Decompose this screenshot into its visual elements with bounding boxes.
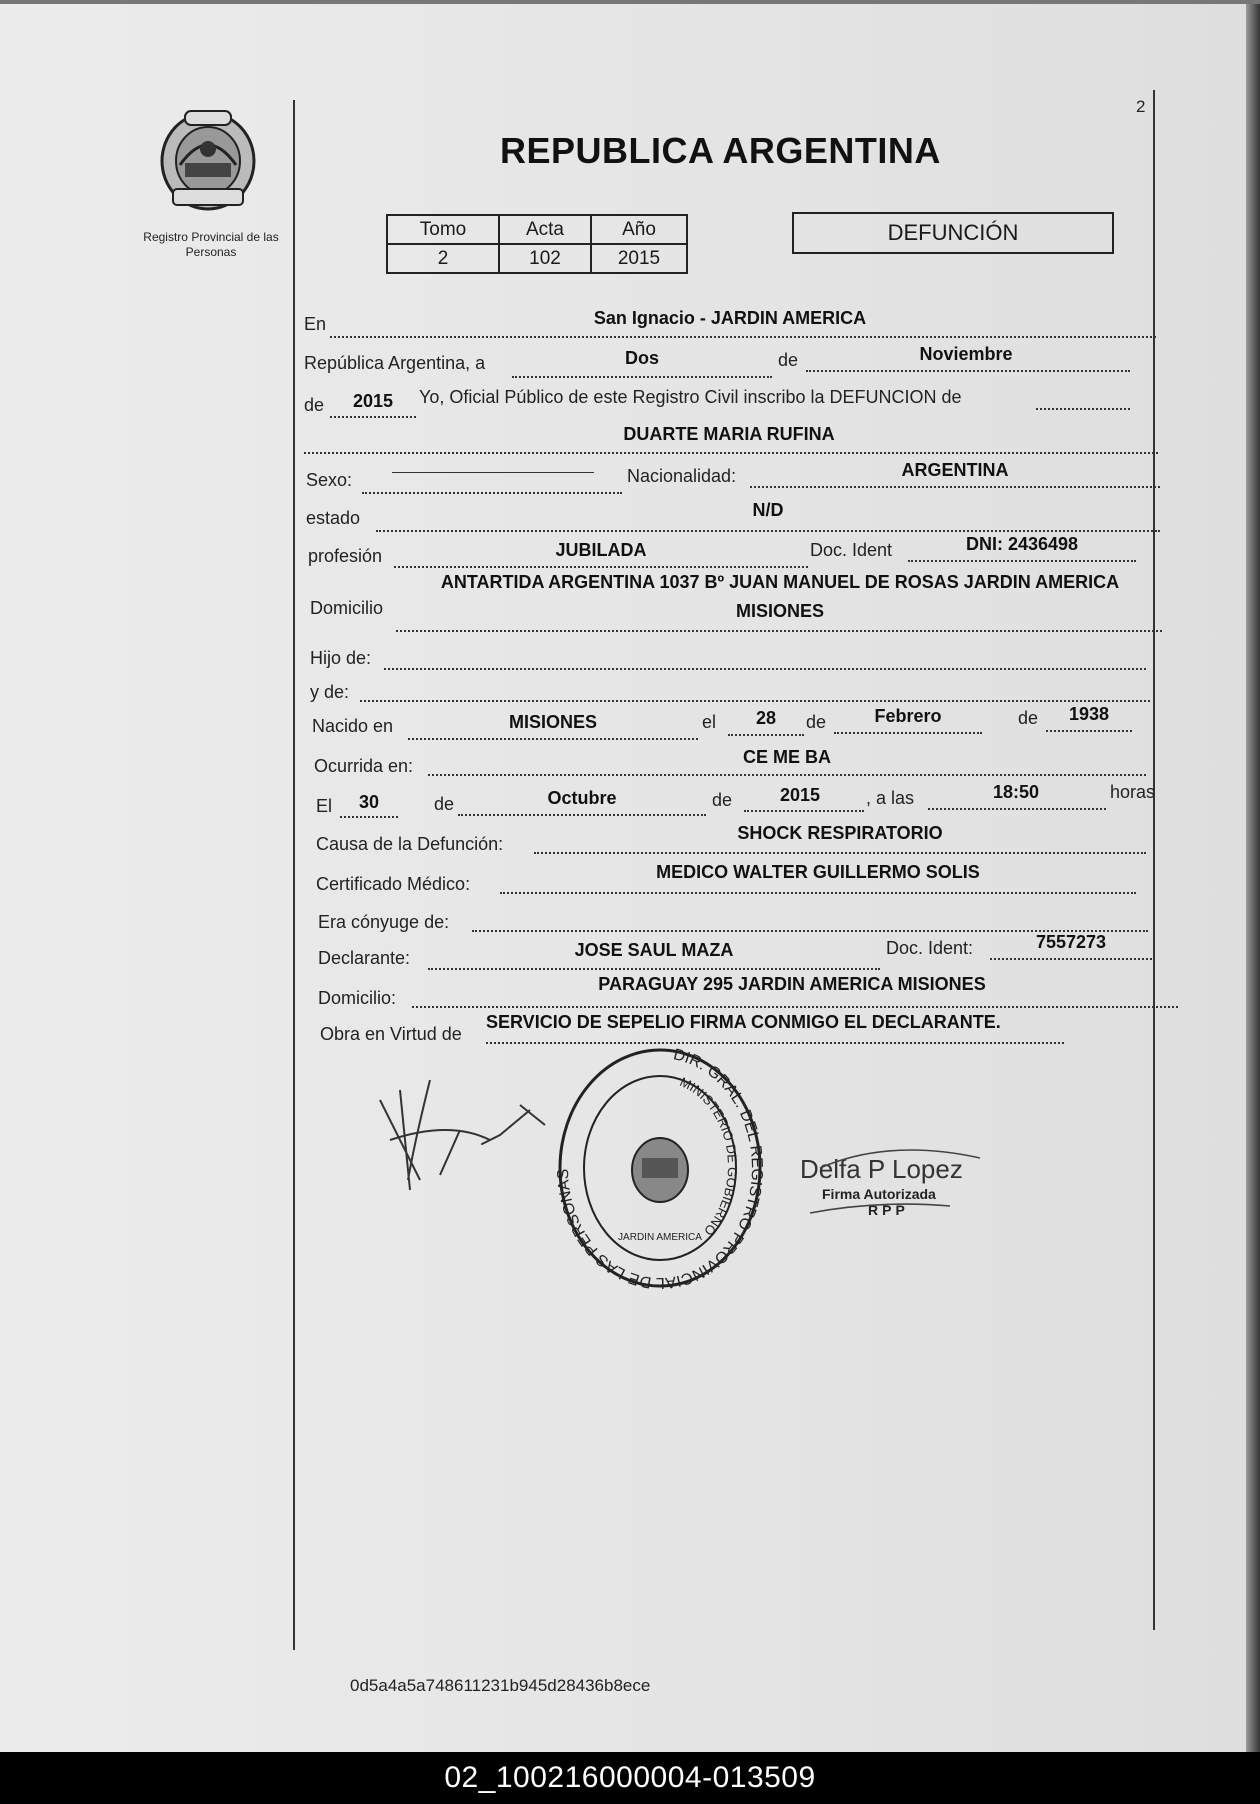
signer-title: Firma Autorizada [822,1186,936,1202]
document-hash: 0d5a4a5a748611231b945d28436b8ece [350,1676,651,1695]
en-line [330,336,1156,338]
ocurrida-line [428,774,1146,776]
month-value: Noviembre [919,344,1013,364]
declarant-signature [370,1080,570,1220]
authorized-signature-scribble [800,1138,1000,1228]
conyuge-label: Era cónyuge de: [318,912,450,932]
nacionalidad-value: ARGENTINA [901,460,1009,480]
death-time: 18:50 [992,782,1040,802]
ocurrida-value: CE ME BA [742,747,831,767]
ocurrida-label: Ocurrida en: [314,756,414,776]
sexo-label: Sexo: [306,470,353,490]
acta-value: 102 [499,244,591,273]
declarante-line [428,968,880,970]
death-year-line [744,810,864,812]
stamp-outer-text: DIR. GRAL. DEL REGISTRO PROVINCIAL DE LAS PERSONAS [554,1046,766,1292]
oficial-line [1036,408,1130,410]
doc2-value: 7557273 [1035,932,1107,952]
stamp-bottom-text: JARDIN AMERICA [618,1232,702,1243]
birth-day: 28 [755,708,777,728]
el2-label: El [316,796,333,816]
tomo-value: 2 [387,244,499,273]
de1-label: de [806,712,827,732]
profesion-value: JUBILADA [555,540,647,560]
profesion-label: profesión [308,546,383,566]
acta-header: Acta [499,215,591,244]
day-value: Dos [624,348,659,368]
horas-label: horas [1110,782,1156,802]
obra-label: Obra en Virtud de [320,1024,462,1044]
domicilio2-label: Domicilio: [318,988,397,1008]
certificado-value: MEDICO WALTER GUILLERMO SOLIS [656,862,980,882]
anio-value: 2015 [591,244,687,273]
domicilio2-line [412,1006,1178,1008]
death-day: 30 [358,792,380,812]
yde-line [360,700,1150,702]
doc2-label: Doc. Ident: [886,938,974,958]
birth-month: Febrero [874,706,942,726]
de3-label: de [434,794,455,814]
signer-org: RPP [868,1202,909,1218]
estado-value: N/D [752,500,784,520]
death-time-line [928,808,1106,810]
domicilio-label: Domicilio [310,598,384,618]
hijo-line [384,668,1146,670]
nacido-value: MISIONES [508,712,597,732]
document-id-bar: 02_100216000004-013509 [0,1752,1260,1804]
declarante-label: Declarante: [318,948,411,968]
birth-day-line [728,734,804,736]
page-number: 2 [1136,97,1146,116]
doc2-line [990,958,1152,960]
death-month-line [458,814,706,816]
right-margin-line [1153,90,1155,1630]
year-line [330,416,416,418]
de-label: de [778,350,799,370]
causa-value: SHOCK RESPIRATORIO [737,823,943,843]
obra-value: SERVICIO DE SEPELIO FIRMA CONMIGO EL DECLARANTE. [486,1012,1001,1032]
death-month: Octubre [547,788,617,808]
birth-year-line [1046,730,1132,732]
el-label: el [702,712,717,732]
scan-edge [1246,0,1260,1752]
doc-label: Doc. Ident [810,540,893,560]
de4-label: de [712,790,733,810]
stamp-inner-text: MINISTERIO DE GOBIERNO [677,1074,741,1239]
nacido-label: Nacido en [312,716,394,736]
left-margin-line [293,100,295,1650]
place-value: San Ignacio - JARDIN AMERICA [593,308,867,328]
doc-value: DNI: 2436498 [965,534,1079,554]
domicilio-line [396,630,1162,632]
official-stamp [550,1040,770,1300]
declarante-value: JOSE SAUL MAZA [574,940,734,960]
signer-name: Delfa P Lopez [800,1154,963,1184]
tomo-header: Tomo [387,215,499,244]
year-de-label: de [304,395,325,415]
alas-label: , a las [866,788,915,808]
republica-label: República Argentina, a [304,353,486,373]
oficial-text: Yo, Oficial Público de este Registro Civil inscribo la DEFUNCION de [419,387,962,407]
scan-edge-top [0,0,1260,4]
death-day-line [340,816,398,818]
nacido-line [408,738,698,740]
province-seal-icon [155,105,261,217]
domicilio2-value: PARAGUAY 295 JARDIN AMERICA MISIONES [598,974,986,994]
causa-line [534,852,1146,854]
month-line [806,370,1130,372]
death-year: 2015 [779,785,821,805]
registry-name: Registro Provincial de las Personas [143,230,279,259]
domicilio-line1: ANTARTIDA ARGENTINA 1037 Bº JUAN MANUEL DE ROSAS JARDIN AMERICA [440,572,1120,592]
sexo-line [362,492,622,494]
document-title: REPUBLICA ARGENTINA [500,130,941,171]
estado-label: estado [306,508,361,528]
profesion-line [394,566,808,568]
estado-line [376,530,1160,532]
day-line [512,376,772,378]
hijo-label: Hijo de: [310,648,372,668]
tomo-acta-anio-table [386,214,688,274]
causa-label: Causa de la Defunción: [316,834,504,854]
yde-label: y de: [310,682,350,702]
year-value: 2015 [352,391,394,411]
doc-line [908,560,1136,562]
certificado-label: Certificado Médico: [316,874,471,894]
birth-month-line [834,732,982,734]
sexo-dash [392,472,594,473]
domicilio-line2: MISIONES [735,601,824,621]
record-type-box: DEFUNCIÓN [792,212,1114,254]
nacionalidad-line [750,486,1160,488]
de2-label: de [1018,708,1039,728]
deceased-name: DUARTE MARIA RUFINA [623,424,835,444]
birth-year: 1938 [1068,704,1110,724]
name-line [304,452,1158,454]
anio-header: Año [591,215,687,244]
en-label: En [304,314,327,334]
certificado-line [500,892,1136,894]
nacionalidad-label: Nacionalidad: [627,466,737,486]
